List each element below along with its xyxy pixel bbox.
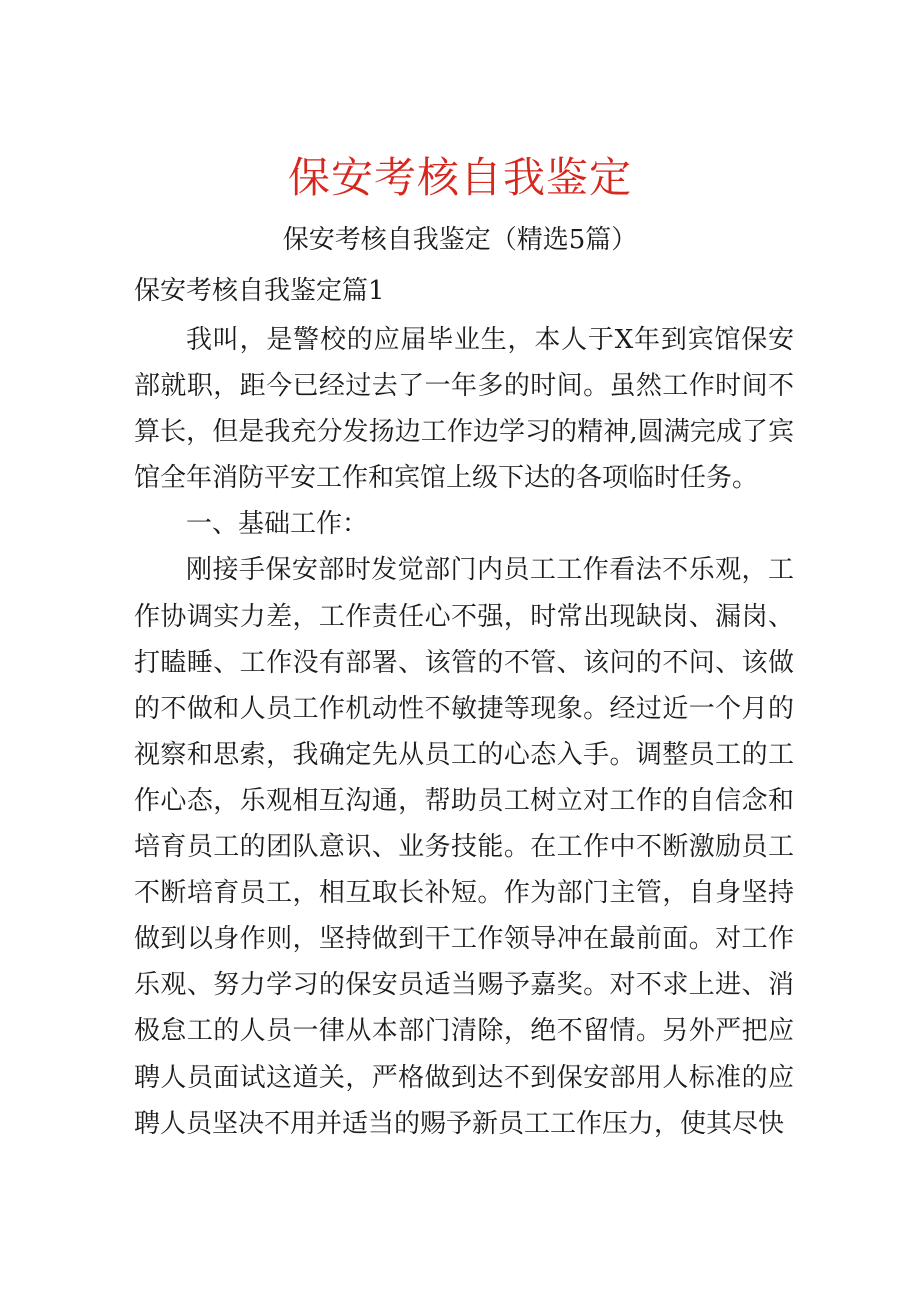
paragraph-basic-work: 刚接手保安部时发觉部门内员工工作看法不乐观，工作协调实力差，工作责任心不强，时常出现缺岗、漏岗、打瞌睡、工作没有部署、该管的不管、该问的不问、该做的不做和人员工作机动性不敏捷等现象。经过近一个月的视察和思索，我确定先从员工的心态入手。调整员工的工作心态，乐观相互沟通，帮助员工树立对工作的自信念和培育员工的团队意识、业务技能。在工作中不断激励员工不断培育员工，相互取长补短。作为部门主管，自身坚持做到以身作则，坚持做到干工作领导冲在最前面。对工作乐观、努力学习的保安员适当赐予嘉奖。对不求上进、消极怠工的人员一律从本部门清除，绝不留情。另外严把应聘人员面试这道关，严格做到达不到保安部用人标准的应聘人员坚决不用并适当的赐予新员工工作压力，使其尽快 (134, 555, 794, 1139)
paragraph-intro: 我叫，是警校的应届毕业生，本人于X年到宾馆保安部就职，距今已经过去了一年多的时间。虽然工作时间不算长，但是我充分发扬边工作边学习的精神,圆满完成了宾馆全年消防平安工作和宾馆上级下达的各项临时任务。 (134, 325, 794, 494)
paragraph-heading-basic-work: 一、基础工作： (186, 509, 369, 540)
document-body (134, 317, 794, 1147)
document-title: 保安考核自我鉴定 (287, 153, 632, 202)
document-subtitle: 保安考核自我鉴定（精选5篇） (282, 225, 638, 255)
section-heading: 保安考核自我鉴定篇1 (134, 276, 385, 306)
